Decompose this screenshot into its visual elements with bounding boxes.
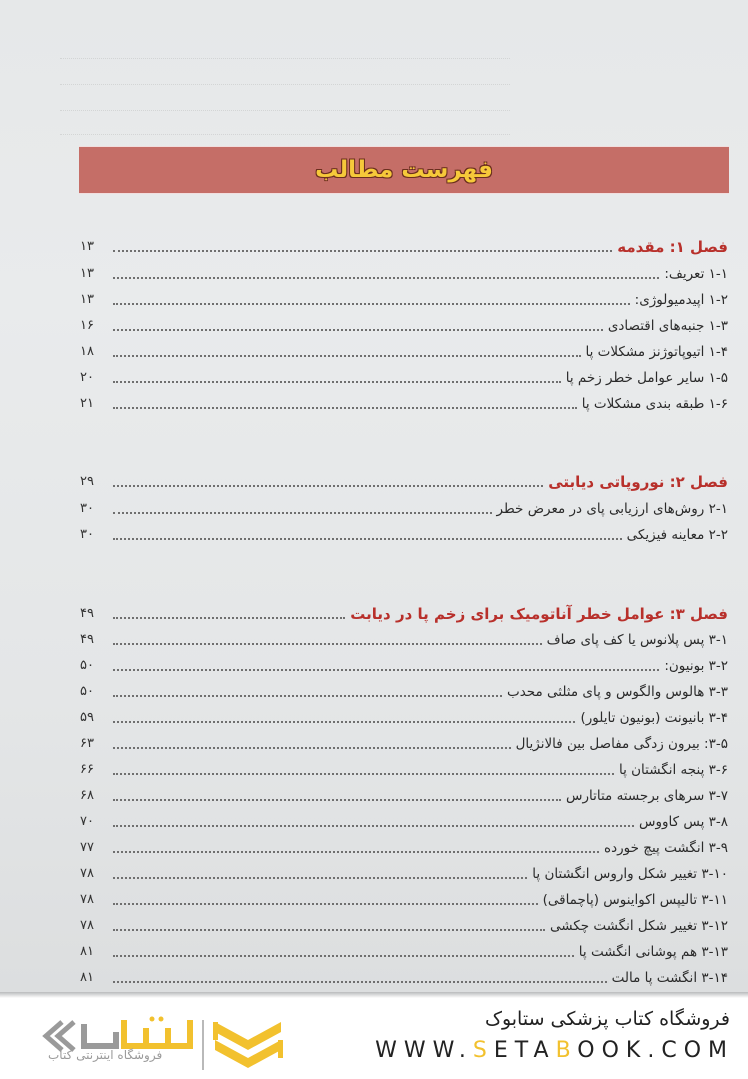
dot-leader xyxy=(113,694,502,697)
store-url[interactable] xyxy=(375,1038,734,1063)
dot-leader xyxy=(113,484,543,487)
toc-section[interactable] xyxy=(80,497,728,519)
page-number: ۱۳ xyxy=(80,266,94,281)
dot-leader xyxy=(113,616,345,619)
section-title: ۳-۵: بیرون زدگی مفاصل بین فالانژیال xyxy=(515,736,728,752)
toc-section[interactable] xyxy=(80,862,728,884)
section-title: ۳-۴ بانیونت (بونیون تایلور) xyxy=(580,710,728,726)
toc-section[interactable] xyxy=(80,654,728,676)
dot-leader xyxy=(113,276,659,279)
dot-leader xyxy=(113,642,542,645)
dot-leader xyxy=(113,928,545,931)
page-number: ۵۰ xyxy=(80,684,94,699)
url-part: WWW. xyxy=(375,1038,473,1063)
page-number: ۷۸ xyxy=(80,892,94,907)
section-title: ۱-۳ جنبه‌های اقتصادی xyxy=(607,318,728,334)
toc-section[interactable] xyxy=(80,392,728,414)
toc-section[interactable] xyxy=(80,810,728,832)
section-title: ۳-۱۲ تغییر شکل انگشت چکشی xyxy=(549,918,728,934)
toc-section[interactable] xyxy=(80,758,728,780)
toc-section[interactable] xyxy=(80,940,728,962)
toc-section[interactable] xyxy=(80,966,728,988)
page-number: ۷۸ xyxy=(80,918,94,933)
section-title: ۱-۴ اتیوپاتوژنز مشکلات پا xyxy=(585,344,728,360)
page-number: ۸۱ xyxy=(80,970,94,985)
toc-section[interactable] xyxy=(80,836,728,858)
toc-title: فهرست مطالب xyxy=(315,157,493,183)
section-title: ۱-۱ تعریف: xyxy=(664,266,728,282)
toc-chapter-2[interactable] xyxy=(80,470,728,492)
page-number: ۴۹ xyxy=(80,632,94,647)
section-title: ۳-۹ انگشت پیچ خورده xyxy=(604,840,728,856)
store-watermark-footer xyxy=(0,998,748,1079)
dot-leader xyxy=(113,302,630,305)
section-title: ۳-۱۳ هم پوشانی انگشت پا xyxy=(578,944,728,960)
section-title: ۳-۷ سرهای برجسته متاتارس xyxy=(565,788,728,804)
page-number: ۱۸ xyxy=(80,344,94,359)
logo-divider xyxy=(202,1020,204,1070)
dot-leader xyxy=(113,954,574,957)
page-number: ۴۹ xyxy=(80,606,94,621)
page-number: ۷۷ xyxy=(80,840,94,855)
store-name: فروشگاه کتاب پزشکی ستابوک xyxy=(484,1008,730,1030)
toc-section[interactable] xyxy=(80,314,728,336)
page-number: ۲۱ xyxy=(80,396,94,411)
section-title: ۱-۲ اپیدمیولوژی: xyxy=(634,292,728,308)
section-title: ۲-۲ معاینه فیزیکی xyxy=(626,527,728,543)
section-title: ۳-۱۴ انگشت پا مالت xyxy=(611,970,728,986)
toc-section[interactable] xyxy=(80,680,728,702)
chapter-title: فصل ۳: عوامل خطر آناتومیک برای زخم پا در دیابت xyxy=(350,605,728,623)
dot-leader xyxy=(113,406,577,409)
page-number: ۱۳ xyxy=(80,239,94,254)
page-number: ۳۰ xyxy=(80,527,94,542)
show-through-line xyxy=(60,110,510,112)
page-number: ۶۸ xyxy=(80,788,94,803)
page-number: ۱۳ xyxy=(80,292,94,307)
setabook-emblem-icon xyxy=(213,1018,283,1073)
url-highlight: B xyxy=(555,1038,578,1063)
show-through-line xyxy=(60,134,510,136)
section-title: ۳-۱۰ تغییر شکل واروس انگشتان پا xyxy=(532,866,728,882)
dot-leader xyxy=(113,380,561,383)
section-title: ۳-۱۱ تالیپس اکواینوس (پاچماقی) xyxy=(542,892,728,908)
page-number: ۱۶ xyxy=(80,318,94,333)
toc-section[interactable] xyxy=(80,784,728,806)
page-number: ۷۸ xyxy=(80,866,94,881)
section-title: ۳-۲ بونیون: xyxy=(664,658,728,674)
toc-section[interactable] xyxy=(80,340,728,362)
dot-leader xyxy=(113,511,492,514)
dot-leader xyxy=(113,850,599,853)
dot-leader xyxy=(113,746,511,749)
dot-leader xyxy=(113,537,622,540)
section-title: ۳-۸ پس کاووس xyxy=(639,814,728,830)
url-part: ETA xyxy=(493,1038,556,1063)
dot-leader xyxy=(113,824,634,827)
page-number: ۶۳ xyxy=(80,736,94,751)
dot-leader xyxy=(113,328,603,331)
chapter-title: فصل ۱: مقدمه xyxy=(617,238,728,256)
toc-section[interactable] xyxy=(80,888,728,910)
toc-chapter-3[interactable] xyxy=(80,602,728,624)
section-title: ۳-۳ هالوس والگوس و پای مثلثی محدب xyxy=(506,684,728,700)
page-number: ۵۰ xyxy=(80,658,94,673)
toc-section[interactable] xyxy=(80,288,728,310)
section-title: ۲-۱ روش‌های ارزیابی پای در معرض خطر xyxy=(496,501,728,517)
dot-leader xyxy=(113,668,659,671)
toc-section[interactable] xyxy=(80,366,728,388)
section-title: ۱-۵ سایر عوامل خطر زخم پا xyxy=(565,370,728,386)
page-number: ۶۶ xyxy=(80,762,94,777)
page-number: ۸۱ xyxy=(80,944,94,959)
page-number: ۵۹ xyxy=(80,710,94,725)
section-title: ۳-۶ پنجه انگشتان پا xyxy=(618,762,728,778)
toc-section[interactable] xyxy=(80,914,728,936)
dot-leader xyxy=(113,249,612,252)
toc-chapter-1[interactable] xyxy=(80,235,728,257)
dot-leader xyxy=(113,980,607,983)
toc-title-bar xyxy=(79,146,729,194)
page-number: ۷۰ xyxy=(80,814,94,829)
section-title: ۱-۶ طبقه بندی مشکلات پا xyxy=(581,396,728,412)
url-part: OOK.COM xyxy=(577,1038,734,1063)
dot-leader xyxy=(113,876,527,879)
dot-leader xyxy=(113,720,575,723)
dot-leader xyxy=(113,902,538,905)
toc-section[interactable] xyxy=(80,523,728,545)
section-title: ۳-۱ پس پلانوس یا کف پای صاف xyxy=(546,632,728,648)
dot-leader xyxy=(113,772,614,775)
page-number: ۲۰ xyxy=(80,370,94,385)
logo-tagline: فروشگاه اینترنتی کتاب xyxy=(48,1048,163,1062)
dot-leader xyxy=(113,798,561,801)
toc-section[interactable] xyxy=(80,262,728,284)
show-through-line xyxy=(60,58,510,60)
toc-section[interactable] xyxy=(80,628,728,650)
chapter-title: فصل ۲: نوروپاتی دیابتی xyxy=(548,473,728,491)
page-number: ۲۹ xyxy=(80,474,94,489)
url-highlight: S xyxy=(472,1038,494,1063)
toc-section[interactable] xyxy=(80,706,728,728)
page-number: ۳۰ xyxy=(80,501,94,516)
show-through-line xyxy=(60,84,510,86)
dot-leader xyxy=(113,354,581,357)
toc-section[interactable] xyxy=(80,732,728,754)
